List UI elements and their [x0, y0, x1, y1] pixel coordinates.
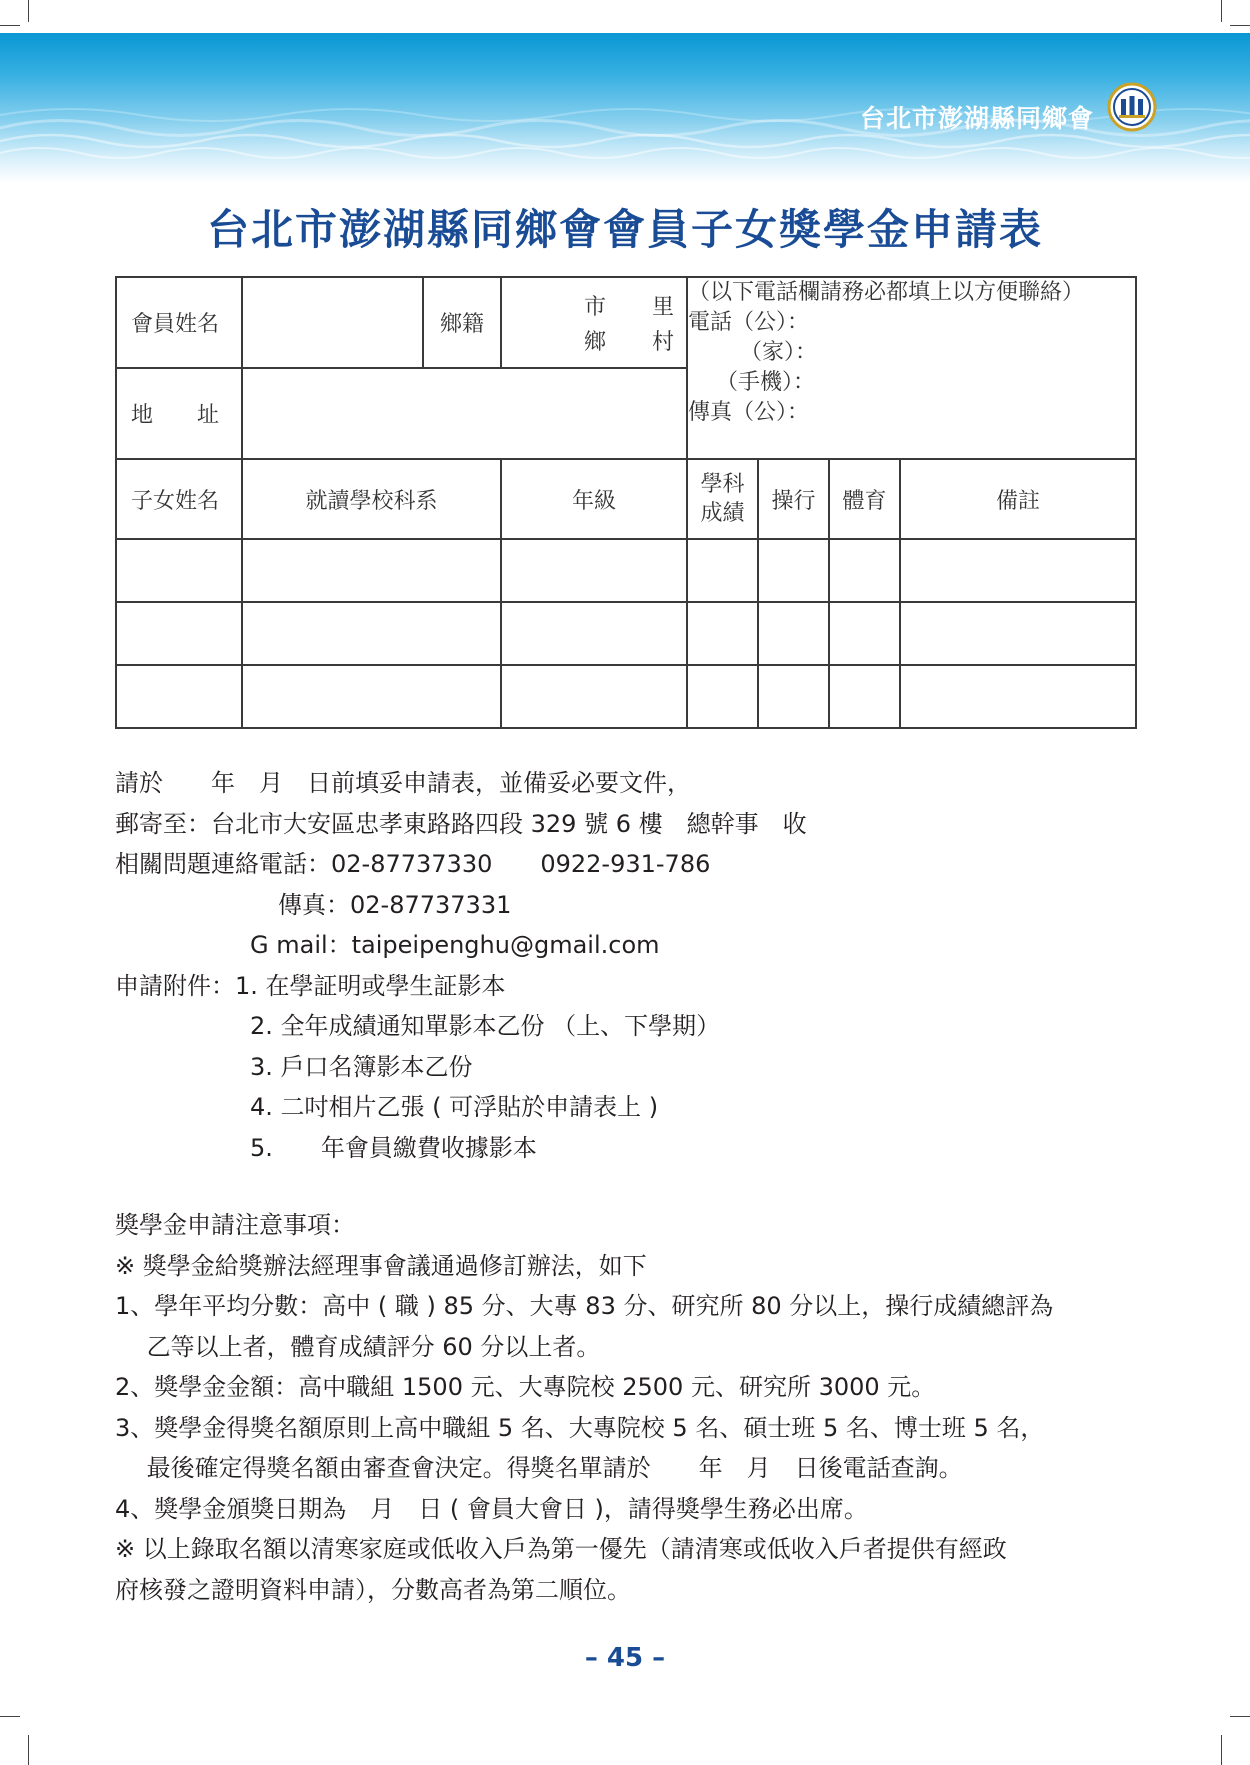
- note-line: 2、獎學金金額：高中職組 1500 元、大專院校 2500 元、研究所 3000 元。: [115, 1373, 936, 1401]
- attachment-item: 3. 戶口名簿影本乙份: [250, 1052, 473, 1081]
- fax-line: 傳真：02-87737331: [278, 890, 512, 919]
- association-emblem-icon: [1107, 82, 1157, 132]
- application-form-table: [115, 276, 1137, 729]
- member-name-label: 會員姓名: [116, 277, 242, 368]
- academic-score-cell[interactable]: [687, 665, 758, 728]
- crop-mark: [1221, 0, 1222, 22]
- phone-note: （以下電話欄請務必都填上以方便聯絡）: [688, 280, 1085, 305]
- note-line: ※ 以上錄取名額以清寒家庭或低收入戶為第一優先（請清寒或低收入戶者提供有經政: [115, 1535, 1007, 1563]
- child-row: [116, 665, 1136, 728]
- grade-cell[interactable]: [501, 602, 687, 665]
- member-info-row: [116, 277, 1136, 368]
- child-name-header: 子女姓名: [116, 459, 242, 539]
- deadline-line: 請於 年 月 日前填妥申請表，並備妥必要文件，: [115, 769, 691, 797]
- school-department-cell[interactable]: [242, 665, 501, 728]
- conduct-cell[interactable]: [758, 602, 829, 665]
- li-label: 里: [651, 294, 674, 320]
- remarks-header: 備註: [900, 459, 1136, 539]
- crop-mark: [1230, 1716, 1250, 1717]
- crop-mark: [0, 1716, 20, 1717]
- phone-line: 相關問題連絡電話：02-87737330 0922-931-786: [115, 850, 711, 878]
- village-labels: [502, 290, 686, 356]
- township-label: 鄉: [584, 329, 607, 355]
- attachments-first-line: [115, 966, 1145, 1007]
- children-header-row: [116, 459, 1136, 539]
- cun-label: 村: [651, 329, 674, 355]
- crop-mark: [1221, 1735, 1222, 1765]
- home-phone-label: （家）：: [740, 340, 818, 365]
- native-place-field[interactable]: [501, 277, 687, 368]
- office-fax-label: 傳真（公）：: [688, 400, 810, 425]
- academic-score-cell[interactable]: [687, 602, 758, 665]
- crop-mark: [28, 0, 29, 22]
- pe-cell[interactable]: [829, 539, 900, 602]
- academic-score-header: [687, 459, 758, 539]
- organization-name: 台北市澎湖縣同鄉會: [859, 104, 1094, 133]
- academic-score-cell[interactable]: [687, 539, 758, 602]
- child-row: [116, 539, 1136, 602]
- instructions: [115, 763, 1145, 1168]
- notes-section: [115, 1205, 1145, 1610]
- notes-heading: 獎學金申請注意事項：: [115, 1211, 355, 1239]
- school-department-cell[interactable]: [242, 539, 501, 602]
- attachment-item: 2. 全年成績通知單影本乙份 （上、下學期）: [250, 1012, 721, 1040]
- note-line: 4、獎學金頒獎日期為 月 日 ( 會員大會日 )，請得獎學生務必出席。: [115, 1494, 868, 1523]
- page-title: 台北市澎湖縣同鄉會會員子女獎學金申請表: [206, 205, 1043, 254]
- crop-mark: [1230, 25, 1250, 26]
- conduct-cell[interactable]: [758, 665, 829, 728]
- child-name-cell[interactable]: [116, 602, 242, 665]
- note-line: 最後確定得獎名額由審查會決定。得獎名單請於 年 月 日後電話查詢。: [115, 1454, 963, 1482]
- mobile-phone-label: （手機）：: [716, 370, 816, 395]
- attachment-item: 5. 年會員繳費收據影本: [250, 1133, 537, 1162]
- conduct-cell[interactable]: [758, 539, 829, 602]
- school-department-cell[interactable]: [242, 602, 501, 665]
- gmail-line: G mail：taipeipenghu@gmail.com: [250, 931, 660, 959]
- pe-cell[interactable]: [829, 665, 900, 728]
- note-line: 乙等以上者，體育成績評分 60 分以上者。: [115, 1332, 601, 1361]
- address-label: 地 址: [116, 368, 242, 459]
- city-label: 市: [584, 294, 607, 320]
- phone-contact-field[interactable]: [687, 277, 1136, 459]
- note-line: 府核發之證明資料申請），分數高者為第二順位。: [115, 1575, 631, 1604]
- grade-header: 年級: [501, 459, 687, 539]
- remarks-cell[interactable]: [900, 602, 1136, 665]
- remarks-cell[interactable]: [900, 539, 1136, 602]
- crop-mark: [0, 25, 20, 26]
- remarks-cell[interactable]: [900, 665, 1136, 728]
- member-name-field[interactable]: [242, 277, 423, 368]
- academic-score-header-line1: 學科: [700, 472, 745, 497]
- academic-score-header-line2: 成績: [700, 501, 745, 526]
- native-place-label: 鄉籍: [423, 277, 501, 368]
- crop-mark: [28, 1735, 29, 1765]
- attachment-item: 1. 在學証明或學生証影本: [235, 971, 506, 1000]
- address-field[interactable]: [242, 368, 687, 459]
- attachment-item: 4. 二吋相片乙張 ( 可浮貼於申請表上 ): [250, 1093, 659, 1121]
- mail-to-line: 郵寄至：台北市大安區忠孝東路路四段 329 號 6 樓 總幹事 收: [115, 809, 807, 838]
- pe-cell[interactable]: [829, 602, 900, 665]
- attachments-label: 申請附件：: [115, 971, 235, 1000]
- note-line: 3、獎學金得獎名額原則上高中職組 5 名、大專院校 5 名、碩士班 5 名、博士班 5 名，: [115, 1413, 1045, 1442]
- child-name-cell[interactable]: [116, 665, 242, 728]
- note-line: 1、學年平均分數：高中 ( 職 ) 85 分、大專 83 分、研究所 80 分以上，操行成績總評為: [115, 1292, 1054, 1320]
- header-banner: [0, 33, 1250, 183]
- office-phone-label: 電話（公）：: [688, 310, 810, 335]
- grade-cell[interactable]: [501, 539, 687, 602]
- note-line: ※ 獎學金給獎辦法經理事會議通過修訂辦法，如下: [115, 1251, 647, 1280]
- page-number: – 45 –: [584, 1643, 666, 1673]
- pe-header: 體育: [829, 459, 900, 539]
- grade-cell[interactable]: [501, 665, 687, 728]
- child-row: [116, 602, 1136, 665]
- child-name-cell[interactable]: [116, 539, 242, 602]
- school-department-header: 就讀學校科系: [242, 459, 501, 539]
- conduct-header: 操行: [758, 459, 829, 539]
